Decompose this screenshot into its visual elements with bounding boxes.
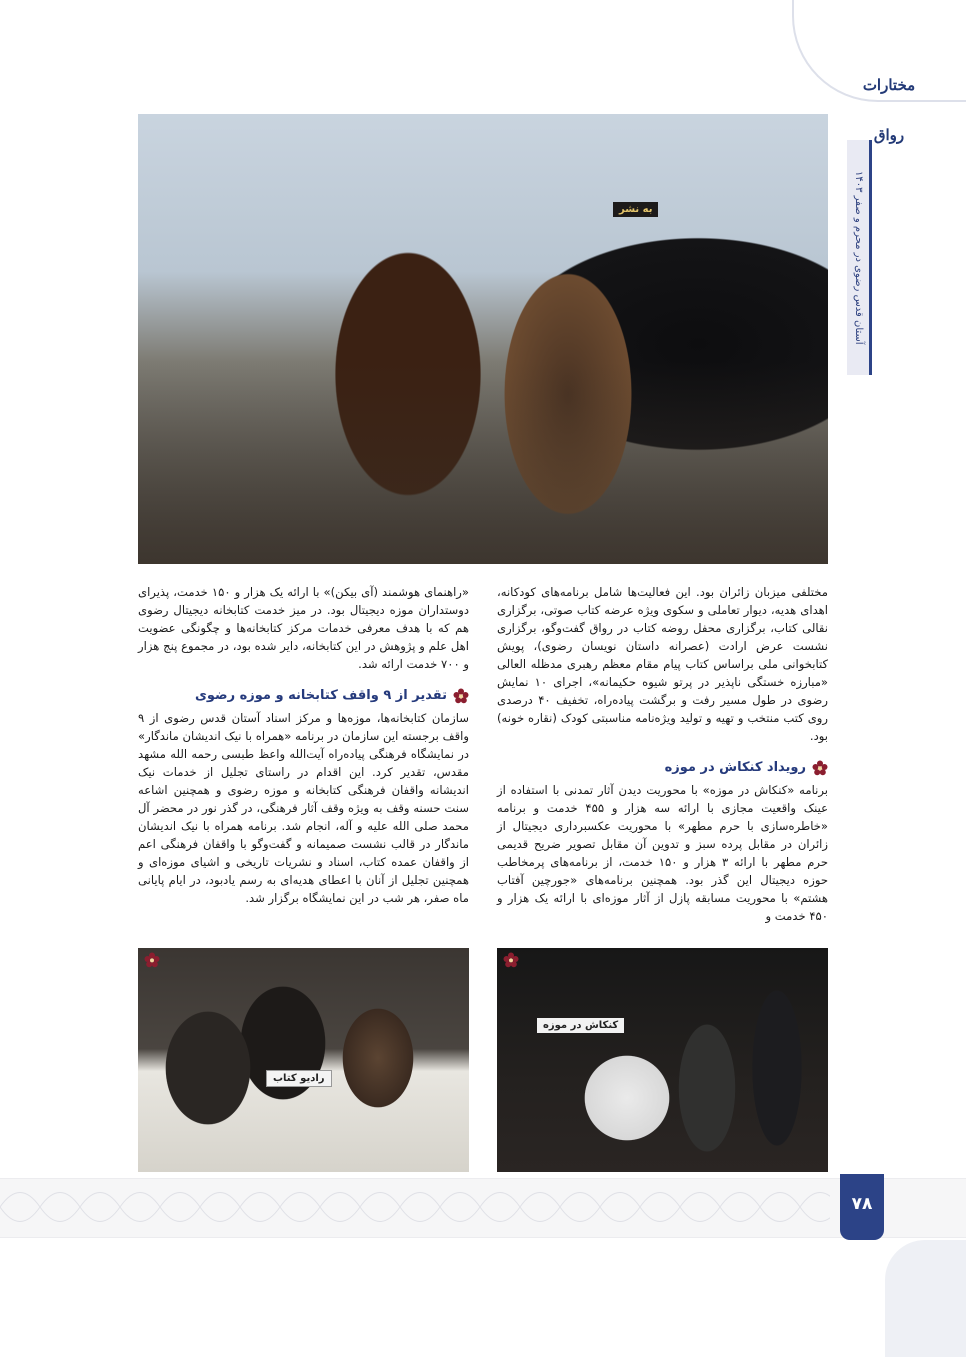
main-photo xyxy=(138,114,828,564)
magazine-logo xyxy=(860,60,918,144)
flower-corner-icon xyxy=(503,952,519,968)
section-title: تقدیر از ۹ واقف کتابخانه و موزه رضوی xyxy=(194,688,447,703)
logo-text: مختارات رواق xyxy=(862,76,916,144)
flower-corner-icon xyxy=(144,952,160,968)
page-number: ۷۸ xyxy=(851,1194,873,1214)
section-heading-museum xyxy=(497,759,828,777)
side-caption: آستان قدس رضوی در محرم و صفر ۱۴۰۳ xyxy=(853,170,864,345)
radio-book-sign: رادیو کتاب xyxy=(266,1070,332,1087)
museum-vr-photo xyxy=(497,948,828,1172)
section-heading-endowers xyxy=(138,687,469,705)
flower-icon xyxy=(453,688,469,704)
left-intro-paragraph: «راهنمای هوشمند (آی بیکن)» با ارائه یک هزار و ۱۵۰ خدمت، پذیرای دوستداران موزه دیجیتال بود. در میز خدمت کتابخانه دیجیتال رضوی هم که با هدف معرفی خدمات مرکز کتابخانه‌ها و چگونگی عضویت اهل علم و پژوهش در این کتابخانه، دایر شده بود، در مجموع پنج هزار و ۷۰۰ خدمت ارائه شد. xyxy=(138,585,469,671)
footer-pattern xyxy=(0,1178,830,1236)
corner-decoration xyxy=(885,1240,966,1357)
section-body-museum: برنامه «کنکاش در موزه» با محوریت دیدن آثار تمدنی با استفاده از عینک واقعیت مجازی با ارائه سه هزار و ۴۵۵ خدمت و برنامه «خاطره‌سازی با حرم مطهر» با محوریت عکسبرداری دیجیتال از زائران در مقابل پرده سبز و تدوین آن مقابل تصویر ضریح قدیمی حرم مطهر با ارائه ۳ هزار و ۱۵۰ خدمت، از برنامه‌های پرمخاطب حوزه دیجیتال این گذر بود. همچنین برنامه‌های «جورچین آفتاب هشتم» با محوریت مسابقه پازل از آثار موزه‌ای با ارائه یک هزار و ۴۵۰ خدمت و xyxy=(497,783,828,923)
flower-icon xyxy=(812,760,828,776)
right-intro-paragraph: مختلفی میزبان زائران بود. این فعالیت‌ها شامل برنامه‌های کودکانه، اهدای هدیه، دیوار تعاملی و سکوی ویژه عرضه کتاب صوتی، برگزاری نقالی کتاب، برگزاری محفل روضه کتاب در رواق گفت‌وگو، برگزاری نشست عرض ارادت (عصرانه داستان نویسان رضوی)، پویش کتابخوانی ملی براساس کتاب پیام مقام معظم رهبری مدظله العالی «مبارزه خستگی ناپذیر در پرتو شیوه حکیمانه»، اجرای ۱۰ نمایش رضوی در طول مسیر رفت و برگشت پیاده‌راه، تخفیف ۴۰ درصدی روی کتب منتخب و تهیه و تولید ویژه‌نامه مناسبتی کودک (نقاره خونه) بود. xyxy=(497,585,829,743)
radio-book-photo xyxy=(138,948,469,1172)
article-column-left xyxy=(138,583,469,907)
section-body-endowers: سازمان کتابخانه‌ها، موزه‌ها و مرکز اسناد آستان قدس رضوی از ۹ واقف برجسته این سازمان در برنامه «همراه با نیک اندیشان ماندگار» در نمایشگاه فرهنگی پیاده‌راه آیت‌الله واعظ طبسی رحمه الله مشهد مقدس، تقدیر کرد. این اقدام در راستای تجلیل از خدمات نیک اندیشانه واقفان فرهنگی کتابخانه و موزه رضوی و همچنین اشاعه سنت حسنه وقف به ویژه وقف آثار فرهنگی، در گذر نور در محضر آل محمد صلی الله علیه و آله، انجام شد. برنامه همراه با نیک اندیشان ماندگار در قالب نشست صمیمانه و گفت‌وگو با واقفان فرهنگی اعم از واقفان عمده کتاب، اسناد و نشریات تاریخی و اشیای موزه‌ای و همچنین تجلیل از آنان با اعطای هدیه‌ای به رسم یادبود، در ایام پایانی ماه صفر، هر شب در این نمایشگاه برگزار شد. xyxy=(138,711,469,905)
section-title: رویداد کنکاش در موزه xyxy=(664,760,806,775)
article-column-right xyxy=(497,583,828,925)
main-photo-sign: به نشر xyxy=(613,202,658,217)
museum-vr-sign: کنکاش در موزه xyxy=(537,1018,624,1033)
